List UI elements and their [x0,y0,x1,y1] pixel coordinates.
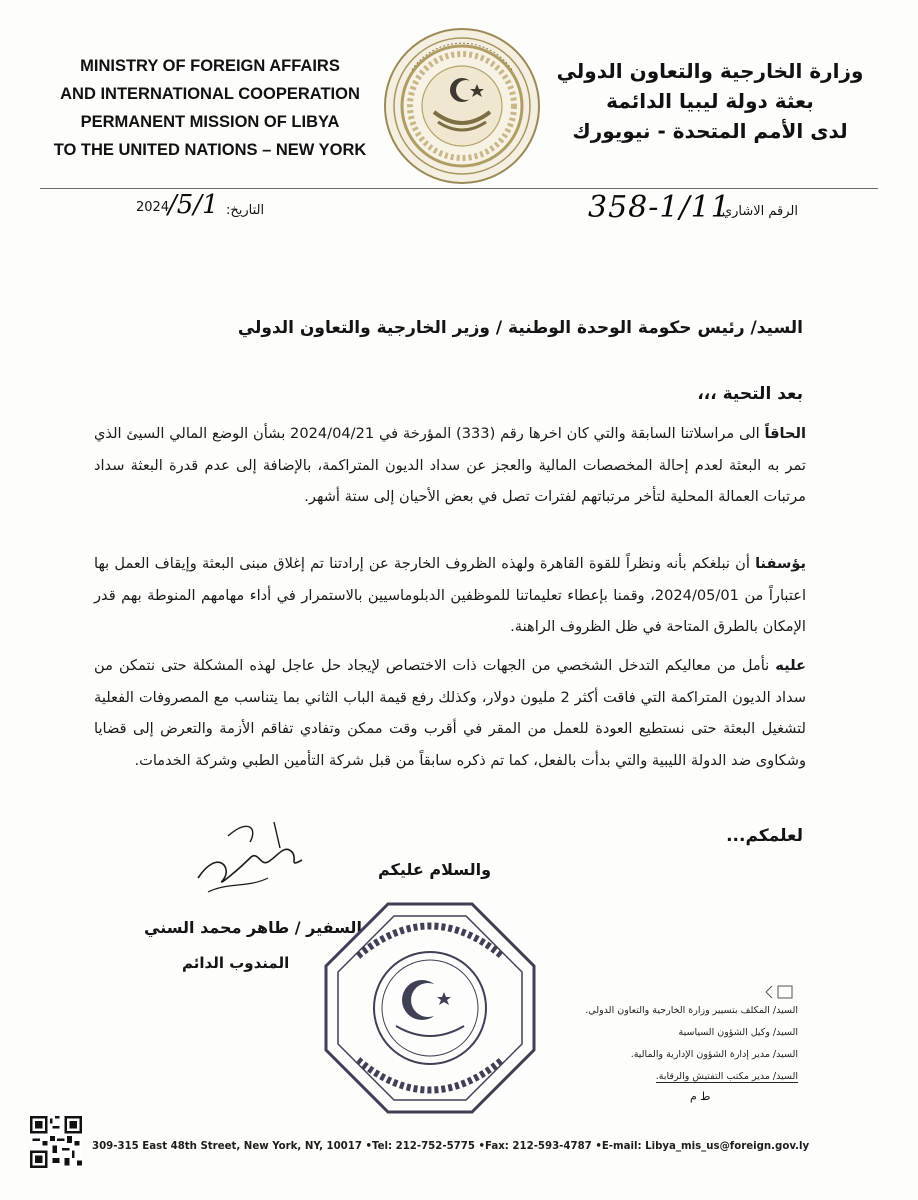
header-divider [40,188,878,189]
official-stamp [318,896,542,1120]
english-letterhead-line: PERMANENT MISSION OF LIBYA [80,113,340,131]
date-label: التاريخ: [226,203,265,218]
ambassador-name: السفير / طاهر محمد السني [144,918,362,937]
date-handwritten: /5/1 [168,190,219,220]
salutation: والسلام عليكم [378,860,492,879]
copy-list-icon [762,982,796,1002]
paragraph-lead: الحاقاً [764,425,806,442]
handwritten-signature [188,808,318,898]
greeting: بعد التحية ،،، [697,384,803,404]
date-year: 2024 [136,200,170,215]
typist-initials: ط م [690,1090,711,1103]
english-letterhead [40,52,380,164]
libya-emblem-logo [382,26,542,186]
qr-code-icon [30,1116,82,1168]
paragraph-lead: عليه [775,657,806,674]
paragraph-text: نأمل من معاليكم التدخل الشخصي من الجهات ذات الاختصاص لإيجاد حل عاجل لهذه المشكلة حتى نتمكن من سداد الديون المتراكمة التي فاقت أكثر 2 مليون دولار، وكذلك رفع قيمة الباب الثاني بما يتناسب مع المصروفات الفعلية لتشغيل البعثة حتى نستطيع العودة للعمل من المقر في أقرب وقت ممكن وتفادي تفاقم الأزمة والتعرض إلى قضايا وشكاوى ضد الدولة الليبية والتي بدأت بالفعل، كما تم ذكره سابقاً من قبل شركة التأمين الطبي وشركة الخدمات. [94,657,806,769]
arabic-letterhead-line: وزارة الخارجية والتعاون الدولي [556,59,864,83]
arabic-letterhead-line: لدى الأمم المتحدة - نيويورك [572,119,848,143]
reference-label: الرقم الاشاري: [717,204,798,219]
paragraph-lead: يؤسفنا [755,555,806,572]
list-item: السيد/ وكيل الشؤون السياسية [678,1027,798,1038]
paragraph-text: الى مراسلاتنا السابقة والتي كان اخرها رقم (333) المؤرخة في 2024/04/21 بشأن الوضع المالي السيئ الذي تمر به البعثة لعدم إحالة المخصصات المالية والعجز عن سداد الديون المتراكمة، بالإضافة إلى عدم قدرة البعثة سداد مرتبات العمالة المحلية لتأخر مرتباتهم لفترات تصل في بعض الأحيان إلى ستة أشهر. [94,425,806,505]
arabic-letterhead [550,56,870,146]
list-item: السيد/ المكلف بتسيير وزارة الخارجية والتعاون الدولي. [585,1005,798,1016]
for-your-information: لعلمكم... [726,826,803,846]
footer-contact: 309-315 East 48th Street, New York, NY, 10017 •Tel: 212-752-5775 •Fax: 212-593-4787 •E-mail: Libya_mis_us@foreign.gov.ly [92,1141,810,1152]
english-letterhead-line: AND INTERNATIONAL COOPERATION [60,85,360,103]
addressee-line: السيد/ رئيس حكومة الوحدة الوطنية / وزير الخارجية والتعاون الدولي [237,318,803,338]
body-paragraph [94,650,806,776]
body-paragraph [94,548,806,643]
list-item: السيد/ مدير إدارة الشؤون الإدارية والمالية. [630,1049,798,1060]
list-item: السيد/ مدير مكتب التفتيش والرقابة. [655,1071,798,1082]
body-paragraph [94,418,806,513]
english-letterhead-line: TO THE UNITED NATIONS – NEW YORK [53,141,367,159]
ambassador-title: المندوب الدائم [182,954,290,972]
copy-recipients-list [548,1000,798,1088]
reference-number: 358-1/11 [588,190,731,225]
paragraph-text: أن نبلغكم بأنه ونظراً للقوة القاهرة ولهذه الظروف الخارجة عن إرادتنا تم إغلاق مبنى البعثة وإيقاف العمل بها اعتباراً من 2024/05/01، وقمنا بإعطاء تعليماتنا للموظفين الدبلوماسيين بالاستمرار في أداء مهامهم المنوطة بهم قدر الإمكان بالطرق المتاحة في ظل الظروف الراهنة. [94,555,806,635]
english-letterhead-line: MINISTRY OF FOREIGN AFFAIRS [80,57,340,75]
arabic-letterhead-line: بعثة دولة ليبيا الدائمة [606,89,814,113]
